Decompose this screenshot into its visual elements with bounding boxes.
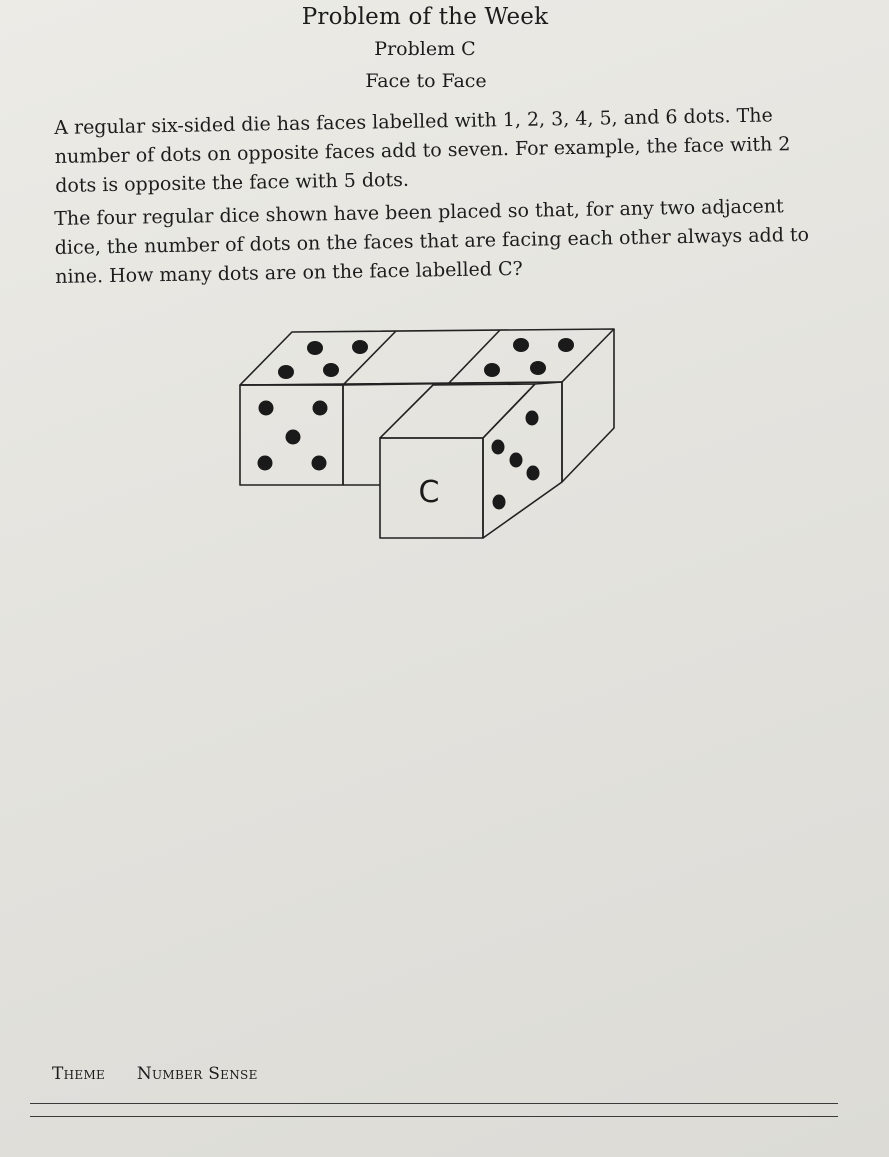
left-die-front-dots bbox=[258, 401, 328, 471]
problem-name: Face to Face bbox=[365, 70, 487, 92]
face-label-c: C bbox=[418, 475, 440, 510]
front-die-side-dots bbox=[492, 411, 540, 510]
footer-rule-bottom bbox=[30, 1116, 838, 1117]
theme-value: Number Sense bbox=[136, 1064, 258, 1084]
problem-paragraph-1: A regular six-sided die has faces labelled with 1, 2, 3, 4, 5, and 6 dots. The number of dots on opposite faces add to seven. For example, the face with 2 dots is opposite the face with 5 dots. bbox=[54, 104, 791, 197]
theme-label: Theme bbox=[52, 1064, 106, 1084]
back-row-top bbox=[240, 329, 614, 385]
problem-paragraph-2: The four regular dice shown have been placed so that, for any two adjacent dice, the number of dots on the faces that are facing each other always add to nine. How many dots are on the face labelled C? bbox=[54, 195, 810, 288]
theme-row bbox=[52, 1064, 258, 1084]
dice-diagram bbox=[230, 320, 630, 550]
footer-rule-top bbox=[30, 1103, 838, 1104]
front-die-top bbox=[380, 384, 535, 438]
problem-level: Problem C bbox=[374, 38, 476, 60]
page-title: Problem of the Week bbox=[301, 4, 549, 30]
right-die-top-dots bbox=[484, 338, 574, 377]
